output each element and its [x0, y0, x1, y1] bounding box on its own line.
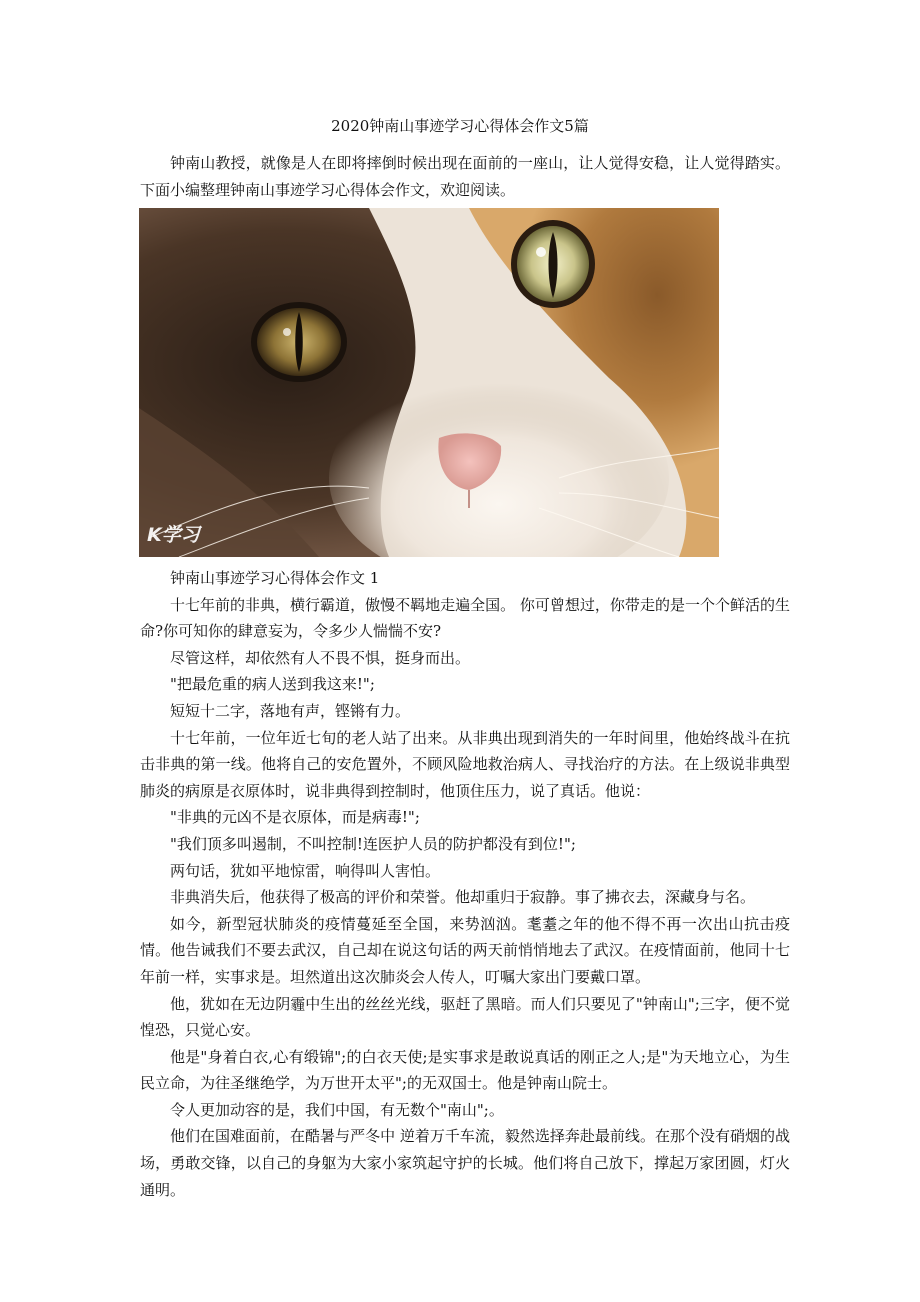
body-paragraph: "我们顶多叫遏制，不叫控制!连医护人员的防护都没有到位!";: [170, 834, 576, 853]
body-paragraph: 尽管这样，却依然有人不畏不惧，挺身而出。: [170, 648, 471, 667]
cat-photo-graphic: [139, 208, 719, 557]
body-paragraph: 他们在国难面前，在酷暑与严冬中 逆着万千车流，毅然选择奔赴最前线。在那个没有硝烟的战场，勇敢交锋，以自己的身躯为大家小家筑起守护的长城。他们将自己放下，撑起万家团圆，灯火通明。: [140, 1127, 790, 1199]
intro-section: [140, 150, 790, 203]
photo-watermark: K学习: [147, 524, 200, 546]
body-paragraph: 如今，新型冠状肺炎的疫情蔓延至全国，来势汹汹。耄耋之年的他不得不再一次出山抗击疫情。他告诫我们不要去武汉，自己却在说这句话的两天前悄悄地去了武汉。在疫情面前，他同十七年前一样，实事求是。坦然道出这次肺炎会人传人，叮嘱大家出门要戴口罩。: [140, 914, 790, 986]
body-paragraph: "把最危重的病人送到我这来!";: [170, 675, 375, 694]
body-paragraph: 十七年前，一位年近七旬的老人站了出来。从非典出现到消失的一年时间里，他始终战斗在抗击非典的第一线。他将自己的安危置外，不顾风险地救治病人、寻找治疗的方法。在上级说非典型肺炎的病原是衣原体时，说非典得到控制时，他顶住压力，说了真话。他说：: [140, 728, 790, 800]
body-paragraph: 非典消失后，他获得了极高的评价和荣誉。他却重归于寂静。事了拂衣去，深藏身与名。: [170, 888, 756, 907]
body-section: [140, 565, 790, 1203]
body-paragraph: 他是"身着白衣,心有缎锦";的白衣天使;是实事求是敢说真话的刚正之人;是"为天地立心，为生民立命，为往圣继绝学，为万世开太平";的无双国士。他是钟南山院士。: [140, 1047, 790, 1093]
cat-photo: [139, 208, 719, 557]
section-heading: 钟南山事迹学习心得体会作文 1: [170, 569, 380, 587]
body-paragraph: 他，犹如在无边阴霾中生出的丝丝光线，驱赶了黑暗。而人们只要见了"钟南山";三字，便不觉惶恐，只觉心安。: [140, 994, 790, 1040]
body-paragraph: 短短十二字，落地有声，铿锵有力。: [170, 701, 411, 720]
intro-paragraph: 钟南山教授，就像是人在即将摔倒时候出现在面前的一座山，让人觉得安稳，让人觉得踏实。下面小编整理钟南山事迹学习心得体会作文，欢迎阅读。: [140, 154, 790, 199]
body-paragraph: 令人更加动容的是，我们中国，有无数个"南山";。: [170, 1100, 504, 1119]
body-paragraph: "非典的元凶不是衣原体，而是病毒!";: [170, 808, 420, 827]
document-title: 2020钟南山事迹学习心得体会作文5篇: [331, 117, 589, 135]
body-paragraph: 两句话，犹如平地惊雷，响得叫人害怕。: [170, 861, 441, 880]
body-paragraph: 十七年前的非典，横行霸道，傲慢不羁地走遍全国。 你可曾想过，你带走的是一个个鲜活的生命?你可知你的肆意妄为，令多少人惴惴不安?: [140, 595, 790, 641]
